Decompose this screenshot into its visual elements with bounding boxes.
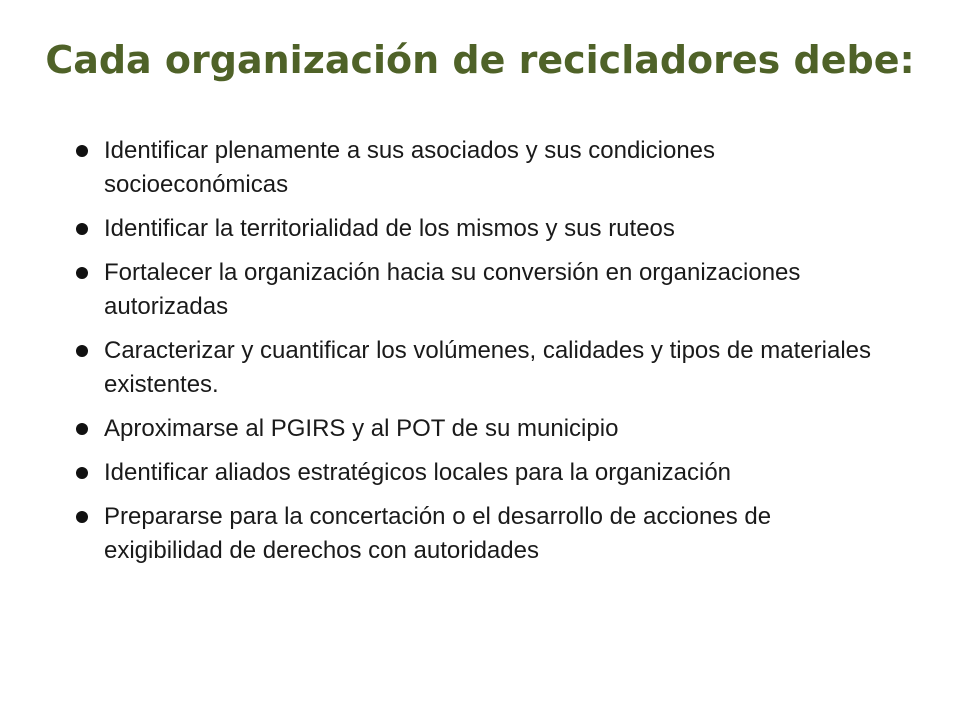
bullet-text: Identificar aliados estratégicos locales para la organización xyxy=(104,459,732,486)
bullet-dot-icon xyxy=(76,511,88,523)
bullet-dot-icon xyxy=(76,423,88,435)
bullet-text: Fortalecer la organización hacia su conversión en organizaciones autorizadas xyxy=(104,259,801,320)
bullet-item-3 xyxy=(76,256,876,324)
bullet-text: Aproximarse al PGIRS y al POT de su municipio xyxy=(104,415,619,442)
bullet-dot-icon xyxy=(76,223,88,235)
bullet-item-1 xyxy=(76,134,876,202)
bullet-text: Prepararse para la concertación o el desarrollo de acciones de exigibilidad de derechos con autoridades xyxy=(104,503,772,564)
bullet-text: Identificar plenamente a sus asociados y sus condiciones socioeconómicas xyxy=(104,137,716,198)
bullet-item-5 xyxy=(76,412,876,446)
bullet-item-6 xyxy=(76,456,876,490)
bullet-item-4 xyxy=(76,334,876,402)
bullet-dot-icon xyxy=(76,467,88,479)
bullet-dot-icon xyxy=(76,345,88,357)
bullet-list xyxy=(76,134,876,578)
slide-title: Cada organización de recicladores debe: xyxy=(45,38,915,82)
bullet-item-7 xyxy=(76,500,876,568)
bullet-dot-icon xyxy=(76,145,88,157)
bullet-dot-icon xyxy=(76,267,88,279)
bullet-text: Identificar la territorialidad de los mismos y sus ruteos xyxy=(104,215,675,242)
bullet-item-2 xyxy=(76,212,876,246)
bullet-text: Caracterizar y cuantificar los volúmenes, calidades y tipos de materiales existentes. xyxy=(104,337,872,398)
